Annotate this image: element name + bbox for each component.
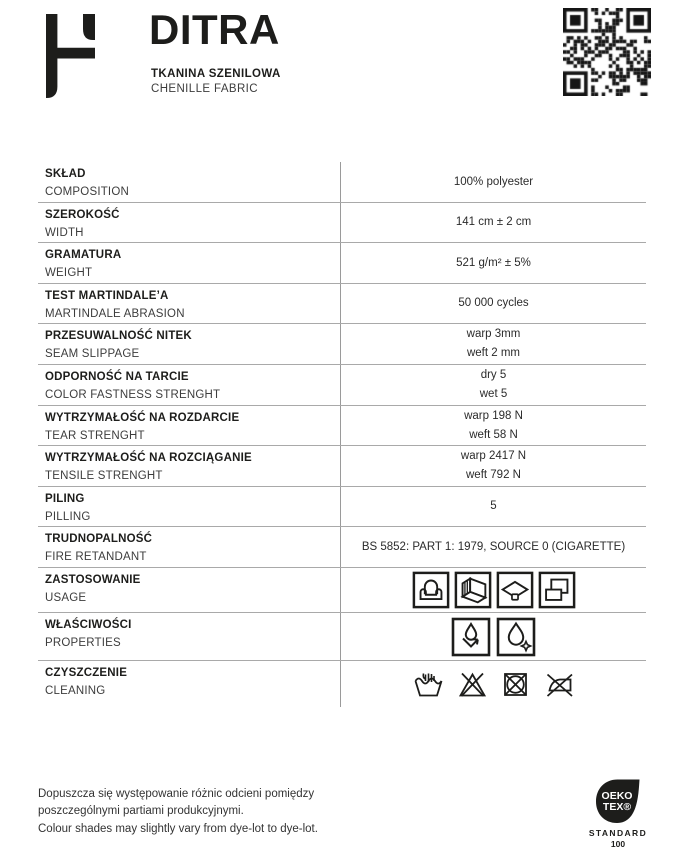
row-value-line: dry 5 <box>480 369 507 381</box>
row-value-line: warp 198 N <box>464 409 523 422</box>
row-label-en: CLEANING <box>45 685 106 697</box>
row-label-en: PILLING <box>45 511 91 523</box>
corner-sofa-icon <box>454 571 492 609</box>
row-label-en: WEIGHT <box>45 267 93 279</box>
row-label-en: USAGE <box>45 592 87 604</box>
row-value: 141 cm ± 2 cm <box>455 216 532 228</box>
do-not-bleach-icon <box>458 670 487 699</box>
row-label-en: WIDTH <box>45 227 84 239</box>
footer-note-en: Colour shades may slightly vary from dye-lot to dye-lot. <box>38 823 318 835</box>
table-row-properties <box>38 613 646 661</box>
row-value: 50 000 cycles <box>458 297 529 309</box>
row-value-line: weft 58 N <box>469 428 518 441</box>
row-label-pl: SZEROKOŚĆ <box>45 209 120 221</box>
row-value-line: warp 3mm <box>466 328 521 340</box>
row-value: 521 g/m² ± 5% <box>456 256 531 269</box>
table-row-composition <box>38 162 646 203</box>
table-row-cleaning <box>38 661 646 707</box>
row-label-pl: SKŁAD <box>45 168 86 180</box>
qr-code <box>563 8 651 96</box>
easy-clean-icon <box>496 617 536 657</box>
row-label-pl: WŁAŚCIWOŚCI <box>45 619 132 631</box>
table-row-martindale <box>38 284 646 324</box>
table-row-tear-strength <box>38 406 646 446</box>
table-row-weight <box>38 243 646 284</box>
spec-table <box>38 162 646 707</box>
oeko-tex-certification <box>584 779 652 849</box>
row-value: BS 5852: PART 1: 1979, SOURCE 0 (CIGARETTE) <box>361 540 626 553</box>
headboard-icon <box>538 571 576 609</box>
row-label-pl: PRZESUWALNOŚĆ NITEK <box>45 330 192 342</box>
armchair-icon <box>412 571 450 609</box>
row-label-pl: TRUDNOPALNOŚĆ <box>45 533 153 545</box>
row-label-pl: WYTRZYMAŁOŚĆ NA ROZCIĄGANIE <box>45 452 252 464</box>
row-label-en: MARTINDALE ABRASION <box>45 308 185 320</box>
row-value-line: warp 2417 N <box>460 450 527 462</box>
row-label-en: TENSILE STRENGHT <box>45 470 163 482</box>
row-label-pl: WYTRZYMAŁOŚĆ NA ROZDARCIE <box>45 412 240 424</box>
table-row-usage <box>38 568 646 613</box>
row-label-pl: CZYSZCZENIE <box>45 667 128 679</box>
brand-logo <box>46 14 96 98</box>
row-label-pl: PILING <box>45 493 85 505</box>
oeko-standard-label: STANDARD <box>588 828 648 838</box>
table-row-fire-retardant <box>38 527 646 568</box>
footer-note-pl: Dopuszcza się występowanie różnic odcieni pomiędzy poszczególnymi partiami produkcyjnymi. <box>38 788 315 817</box>
page-title: DITRA <box>149 6 280 53</box>
row-label-pl: ZASTOSOWANIE <box>45 574 141 586</box>
do-not-tumble-dry-icon <box>501 670 530 699</box>
bed-icon <box>496 571 534 609</box>
table-row-seam-slippage <box>38 324 646 365</box>
row-value: 5 <box>490 500 497 512</box>
oeko-logo-line2: TEX® <box>602 801 632 813</box>
row-label-en: PROPERTIES <box>45 637 121 649</box>
row-value: 100% polyester <box>453 175 534 188</box>
row-value-line: wet 5 <box>479 388 508 400</box>
row-label-en: FIRE RETANDANT <box>45 551 147 563</box>
table-row-color-fastness <box>38 365 646 406</box>
row-label-pl: TEST MARTINDALE’A <box>45 290 169 302</box>
hand-wash-icon <box>413 670 444 699</box>
water-repellent-icon <box>451 617 491 657</box>
row-label-pl: ODPORNOŚĆ NA TARCIE <box>45 371 189 383</box>
subtitle-en: CHENILLE FABRIC <box>151 83 258 95</box>
row-label-pl: GRAMATURA <box>45 249 122 261</box>
do-not-iron-icon <box>544 670 575 699</box>
subtitle-pl: TKANINA SZENILOWA <box>151 68 281 80</box>
row-label-en: COLOR FASTNESS STRENGHT <box>45 389 221 401</box>
row-value-line: weft 2 mm <box>466 347 521 359</box>
oeko-logo-line1: OEKO <box>601 790 633 802</box>
row-label-en: SEAM SLIPPAGE <box>45 348 140 360</box>
table-row-tensile-strength <box>38 446 646 487</box>
row-label-en: TEAR STRENGHT <box>45 430 145 442</box>
row-label-en: COMPOSITION <box>45 186 129 198</box>
table-row-width <box>38 203 646 243</box>
oeko-standard-number: 100 <box>610 839 626 849</box>
table-row-pilling <box>38 487 646 527</box>
row-value-line: weft 792 N <box>466 469 521 481</box>
oeko-tex-logo-icon <box>595 779 641 824</box>
